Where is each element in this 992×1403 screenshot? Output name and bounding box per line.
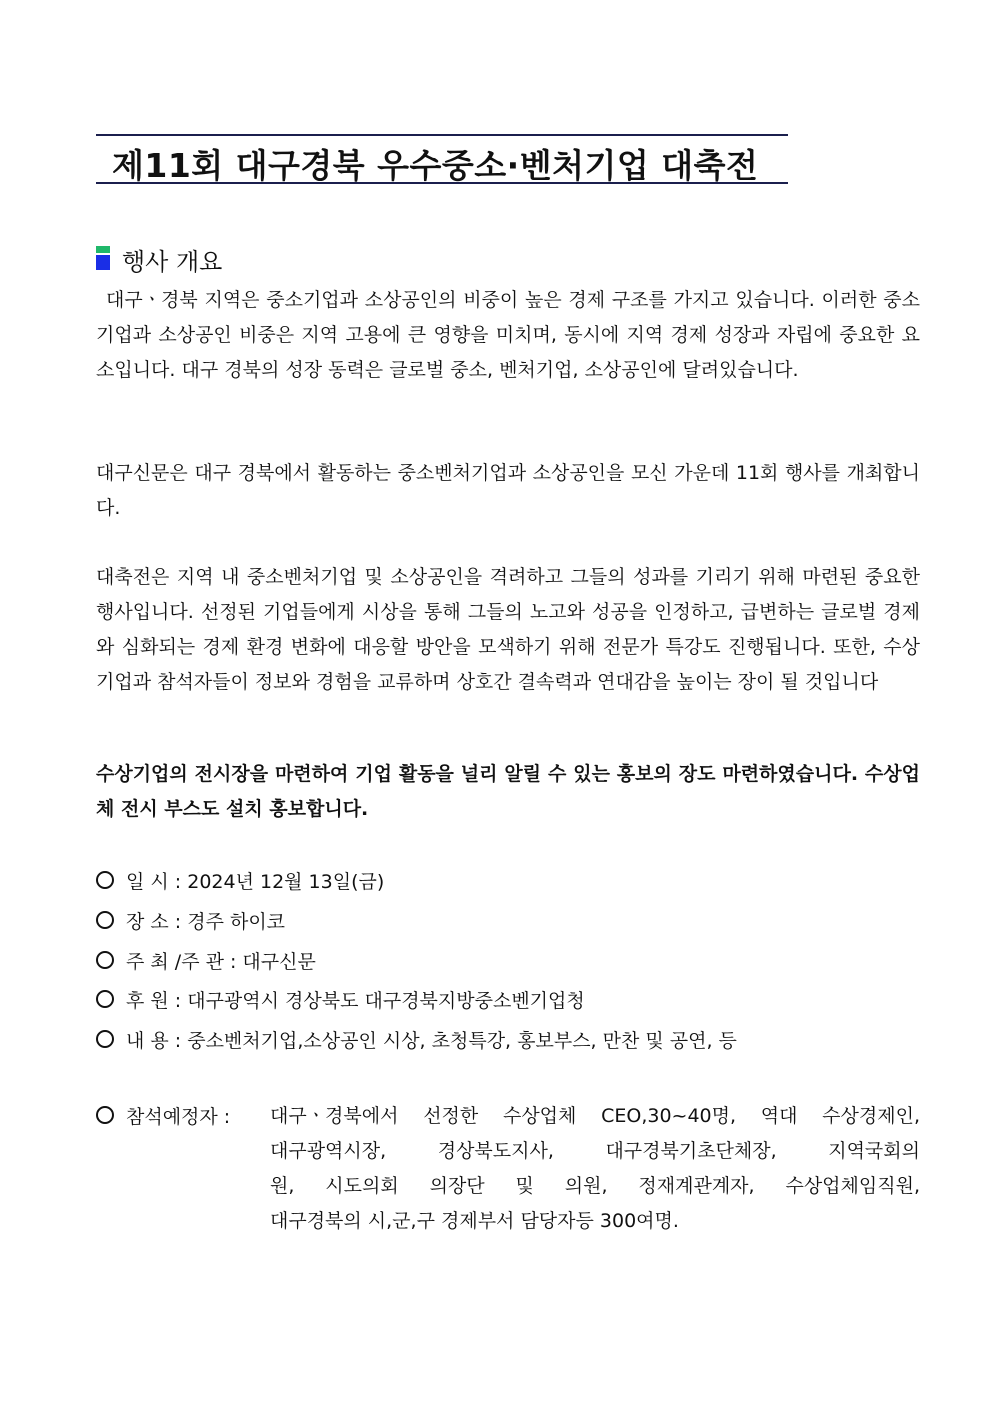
attendees-list — [270, 1099, 920, 1239]
detail-venue — [96, 909, 285, 935]
detail-attendees — [96, 1104, 230, 1130]
section-marker-icon — [96, 246, 110, 270]
detail-attendees-label: 참석예정자 : — [126, 1106, 231, 1128]
marker-bottom — [96, 255, 110, 270]
detail-date — [96, 869, 384, 895]
detail-venue-text: 장 소 : 경주 하이코 — [126, 911, 286, 933]
circle-bullet-icon — [96, 871, 114, 889]
circle-bullet-icon — [96, 1106, 114, 1124]
detail-date-text: 일 시 : 2024년 12월 13일(금) — [126, 871, 385, 893]
detail-content — [96, 1028, 737, 1054]
title-box — [96, 134, 788, 184]
document-title: 제11회 대구경북 우수중소·벤처기업 대축전 — [112, 146, 759, 185]
purpose-paragraph: 대축전은 지역 내 중소벤처기업 및 소상공인을 격려하고 그들의 성과를 기리기 위해 마련된 중요한 행사입니다. 선정된 기업들에게 시상을 통해 그들의 노고와 성공을 인정하고, 급변하는 글로벌 경제와 심화되는 경제 환경 변화에 대응할 방안을 모색하기 위해 전문가 특강도 진행됩니다. 또한, 수상 기업과 참석자들이 정보와 경험을 교류하며 상호간 결속력과 연대감을 높이는 장이 될 것입니다 — [96, 566, 920, 693]
detail-sponsor — [96, 988, 585, 1014]
circle-bullet-icon — [96, 951, 114, 969]
exhibition-paragraph: 수상기업의 전시장을 마련하여 기업 활동을 널리 알릴 수 있는 홍보의 장도 마련하였습니다. 수상업체 전시 부스도 설치 홍보합니다. — [96, 763, 920, 820]
detail-host — [96, 949, 316, 975]
detail-sponsor-text: 후 원 : 대구광역시 경상북도 대구경북지방중소벤기업청 — [126, 990, 585, 1012]
circle-bullet-icon — [96, 1030, 114, 1048]
section-title: 행사 개요 — [122, 248, 223, 276]
circle-bullet-icon — [96, 911, 114, 929]
attendees-line: 원, 시도의회 의장단 및 의원, 정재계관계자, 수상업체임직원, — [270, 1175, 920, 1197]
organizer-paragraph: 대구신문은 대구 경북에서 활동하는 중소벤처기업과 소상공인을 모신 가운데 11회 행사를 개최합니다. — [96, 462, 920, 519]
attendees-line: 대구ㆍ경북에서 선정한 수상업체 CEO,30~40명, 역대 수상경제인, — [270, 1105, 920, 1127]
marker-top — [96, 246, 110, 253]
intro-paragraph: 대구ㆍ경북 지역은 중소기업과 소상공인의 비중이 높은 경제 구조를 가지고 있습니다. 이러한 중소기업과 소상공인 비중은 지역 고용에 큰 영향을 미치며, 동시에 지역 경제 성장과 자립에 중요한 요소입니다. 대구 경북의 성장 동력은 글로벌 중소, 벤처기업, 소상공인에 달려있습니다. — [96, 289, 920, 381]
attendees-line: 대구경북의 시,군,구 경제부서 담당자등 300여명. — [270, 1210, 679, 1232]
detail-host-text: 주 최 /주 관 : 대구신문 — [126, 951, 316, 973]
attendees-line: 대구광역시장, 경상북도지사, 대구경북기초단체장, 지역국회의 — [270, 1140, 920, 1162]
detail-content-text: 내 용 : 중소벤처기업,소상공인 시상, 초청특강, 홍보부스, 만찬 및 공연, 등 — [126, 1030, 737, 1052]
circle-bullet-icon — [96, 990, 114, 1008]
